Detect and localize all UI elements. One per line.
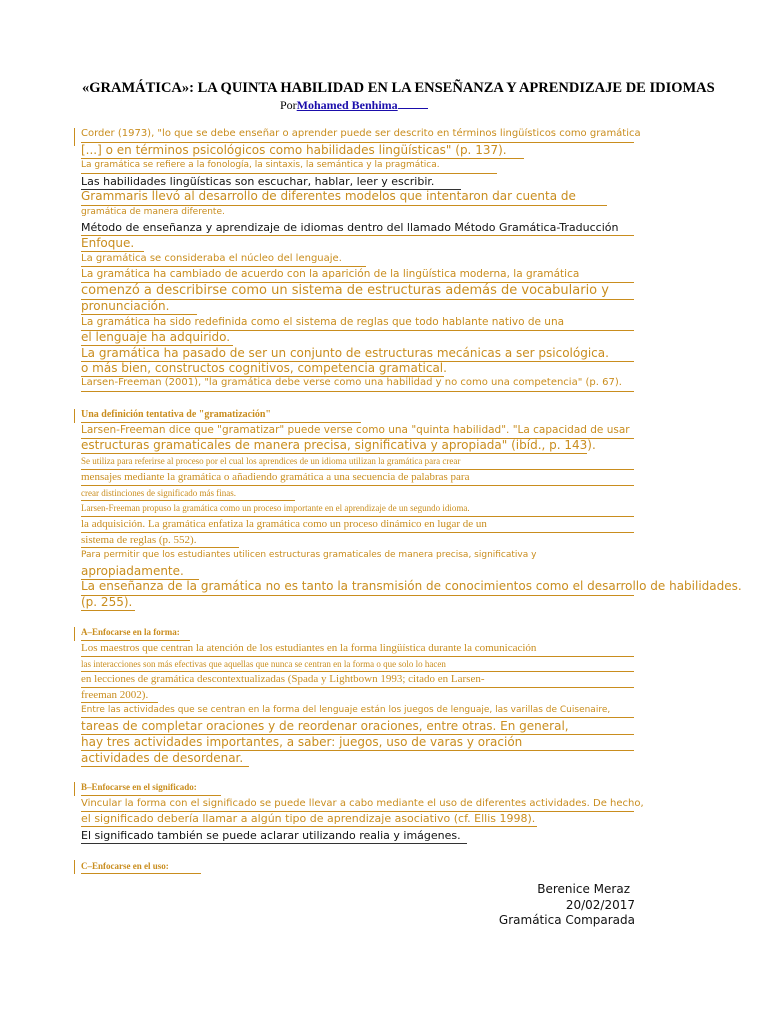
text-line: La gramática se refiere a la fonología, la sintaxis, la semántica y la pragmática. <box>81 160 440 170</box>
underline-rule <box>81 158 524 159</box>
text-line: La enseñanza de la gramática no es tanto la transmisión de conocimientos como el desarrollo de habilidades. <box>81 579 742 593</box>
text-line: apropiadamente. <box>81 564 184 578</box>
margin-bar <box>74 128 75 146</box>
text-line: Se utiliza para referirse al proceso por el cual los aprendices de un idioma utilizan la gramática para crear <box>81 456 461 466</box>
underline-rule <box>81 595 634 596</box>
underline-rule <box>81 873 201 874</box>
text-line: actividades de desordenar. <box>81 751 244 765</box>
text-line: mensajes mediante la gramática o añadiendo gramática a una secuencia de palabras para <box>81 471 470 483</box>
text-line: [...] o en términos psicológicos como habilidades lingüísticas" (p. 137). <box>81 143 507 157</box>
underline-rule <box>81 391 634 392</box>
text-line: freeman 2002). <box>81 689 149 701</box>
text-line: Para permitir que los estudiantes utilicen estructuras gramaticales de manera precisa, significativa y <box>81 550 537 560</box>
underline-rule <box>81 702 158 703</box>
underline-rule <box>81 453 587 454</box>
underline-rule <box>81 251 144 252</box>
underline-rule <box>81 500 295 501</box>
student-name: Berenice Meraz <box>537 882 630 896</box>
underline-rule <box>81 795 221 796</box>
underline-rule <box>81 547 239 548</box>
text-line: Enfoque. <box>81 236 135 250</box>
underline-rule <box>81 266 366 267</box>
underline-rule <box>81 314 197 315</box>
course-name: Gramática Comparada <box>498 913 635 927</box>
margin-bar <box>74 860 75 874</box>
underline-rule <box>81 826 537 827</box>
text-line: sistema de reglas (p. 552). <box>81 534 197 546</box>
document-title: «GRAMÁTICA»: LA QUINTA HABILIDAD EN LA ENSEÑANZA Y APRENDIZAJE DE IDIOMAS <box>82 80 715 96</box>
margin-bar <box>74 782 75 796</box>
text-line: Entre las actividades que se centran en la forma del lenguaje están los juegos de lenguaje, las varillas de Cuisenaire, <box>81 705 611 715</box>
underline-rule <box>81 717 634 718</box>
text-line: Corder (1973), "lo que se debe enseñar o aprender puede ser descrito en términos lingüísticos como gramática <box>81 128 641 139</box>
margin-bar <box>74 409 75 423</box>
text-line: en lecciones de gramática descontextualizadas (Spada y Lightbown 1993; citado en Larsen- <box>81 673 485 685</box>
section-heading: B–Enfocarse en el significado: <box>81 782 197 792</box>
text-line: Vincular la forma con el significado se puede llevar a cabo mediante el uso de diferentes actividades. De hecho, <box>81 798 644 809</box>
text-line: Grammaris llevó al desarrollo de diferentes modelos que intentaron dar cuenta de <box>81 189 576 203</box>
underline-rule <box>81 610 135 611</box>
underline-rule <box>81 422 361 423</box>
text-line: hay tres actividades importantes, a saber: juegos, uso de varas y oración <box>81 735 523 749</box>
section-heading: Una definición tentativa de "gramatización" <box>81 409 271 420</box>
text-line: La gramática ha sido redefinida como el sistema de reglas que todo hablante nativo de una <box>81 316 565 328</box>
text-line: tareas de completar oraciones y de reordenar oraciones, entre otras. En general, <box>81 719 569 733</box>
section-heading: A–Enfocarse en la forma: <box>81 627 180 637</box>
section-heading: C–Enfocarse en el uso: <box>81 861 169 871</box>
underline-rule <box>81 516 634 517</box>
underline-rule <box>81 235 634 236</box>
text-line: el significado debería llamar a algún tipo de aprendizaje asociativo (cf. Ellis 1998). <box>81 812 536 825</box>
text-line: El significado también se puede aclarar utilizando realia y imágenes. <box>81 829 461 842</box>
text-line: La gramática se consideraba el núcleo del lenguaje. <box>81 253 342 264</box>
text-line: comenzó a describirse como un sistema de estructuras además de vocabulario y <box>81 283 609 298</box>
author-link[interactable]: Mohamed Benhima <box>296 98 398 112</box>
underline-rule <box>81 205 607 206</box>
text-line: gramática de manera diferente. <box>81 207 225 217</box>
underline-rule <box>81 656 634 657</box>
text-line: Larsen-Freeman (2001), "la gramática debe verse como una habilidad y no como una competencia" (p. 67). <box>81 377 622 388</box>
underline-rule <box>81 843 467 844</box>
date: 20/02/2017 <box>565 898 635 912</box>
text-line: Larsen-Freeman propuso la gramática como un proceso importante en el aprendizaje de un segundo idioma. <box>81 503 470 513</box>
text-line: o más bien, constructos cognitivos, competencia gramatical. <box>81 361 447 375</box>
text-line: las interacciones son más efectivas que aquellas que nunca se centran en la forma o que solo lo hacen <box>81 659 446 669</box>
underline-rule <box>81 687 634 688</box>
text-line: Método de enseñanza y aprendizaje de idiomas dentro del llamado Método Gramática-Traducción <box>81 221 619 234</box>
underline-rule <box>81 485 634 486</box>
author-prefix: Por <box>280 98 297 112</box>
author-line <box>280 97 428 113</box>
text-line: La gramática ha pasado de ser un conjunto de estructuras mecánicas a ser psicológica. <box>81 346 609 360</box>
underline-rule <box>81 640 190 641</box>
underline-rule <box>81 532 634 533</box>
text-line: el lenguaje ha adquirido. <box>81 330 231 344</box>
underline-rule <box>81 671 634 672</box>
text-line: (p. 255). <box>81 595 133 609</box>
underline-rule <box>81 173 497 174</box>
text-line: la adquisición. La gramática enfatiza la gramática como un proceso dinámico en lugar de un <box>81 518 487 530</box>
text-line: crear distinciones de significado más finas. <box>81 488 236 498</box>
text-line: La gramática ha cambiado de acuerdo con la aparición de la lingüística moderna, la gramática <box>81 268 580 280</box>
text-line: estructuras gramaticales de manera precisa, significativa y apropiada" (ibíd., p. 143). <box>81 438 596 452</box>
margin-bar <box>74 627 75 641</box>
underline-rule <box>81 766 249 767</box>
text-line: pronunciación. <box>81 299 170 313</box>
text-line: Larsen-Freeman dice que "gramatizar" puede verse como una "quinta habilidad". "La capacidad de usar <box>81 424 630 436</box>
text-line: Los maestros que centran la atención de los estudiantes en la forma lingüística durante la comunicación <box>81 642 537 654</box>
text-line: Las habilidades lingüísticas son escuchar, hablar, leer y escribir. <box>81 175 435 188</box>
underline-rule <box>81 469 634 470</box>
author-underline <box>398 97 428 109</box>
